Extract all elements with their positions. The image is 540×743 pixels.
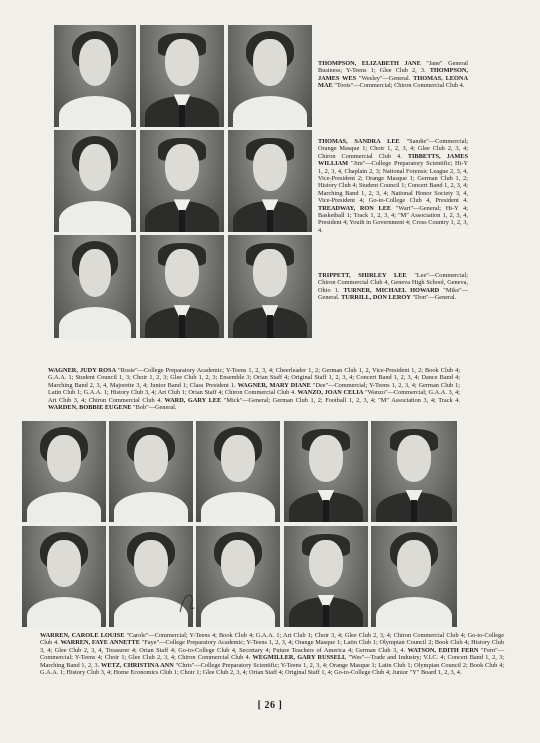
caption-block-thomas-tibbetts-treadway: THOMAS, SANDRA LEE "Sandie"—Commercial; Orange Masque 1; Choir 1, 2, 3, 4; Glee Club 2, 3, 4; Chiron Commercial Club 4. TIBBETTS, JAMES WILLIAM "Jim"—College Preparatory Scientific; Hi-Y 1, 2, 3, 4, Chaplain 2, 3; National Forensic League 2, 3, 4, Vice-President 2; Orange Masque 1; German Club 1, 2; History Club 4; Student Council 1; Concert Band 1, 2, 3, 4; Marching Band 1, 2, 3, 4; National Honor Society 3, 4, Vice-President 4; Go-to-College Club 4, President 4. TREADWAY, RON LEE "Wart"—General; Hi-Y 4; Basketball 1; Track 1, 2, 3, 4; "M" Association 1, 2, 3, 4, President 4; Youth in Government 4; Cross Country 1, 2, 3, 4.	[318, 138, 468, 234]
caption-block-warren-wetz: WARREN, CAROLE LOUISE "Carole"—Commercial; Y-Teens 4; Book Club 4; G.A.A. 1; Art Club 1; Choir 3, 4; Glee Club 2, 3, 4; Chiron Commercial Club 4; Go-to-College Club 4. WARREN, FAYE ANNETTE "Faye"—College Preparatory Academic; Y-Teens 1, 2, 3, 4; Orange Masque 1; Latin Club 1; Olympian Council 2; Book Club 4; History Club 3, 4; Glee Club 2, 3, 4, Treasurer 4; Orian Staff 4; Go-to-College Club 4, Secretary 4; Future Teachers of America 4; German Club 3, 4. WATSON, EDITH FERN "Fern"—Commercial; Y-Teens 4; Choir 1; Glee Club 2, 3, 4; Chiron Commercial Club 4. WEGMILLER, GARY RUSSELL "Wes"—Trade and Industry; V.I.C. 4; Concert Band 1, 2, 3; Marching Band 1, 2, 3. WETZ, CHRISTINA ANN "Chris"—College Preparatory Scientific; Y-Teens 1, 2, 3, 4; Orange Masque 1; Latin Club 1; Olympian Council 2; Book Club 4; G.A.A. 1; History Club 3, 4; Home Economics Club 1; Choir 1; Glee Club 2, 3, 4; Orian Staff 4; Original Staff 1, 4; Go-to-College Club 4; Junior "Y" Board 1, 2, 3, 4.	[40, 632, 505, 677]
student-name: TRIPPETT, SHIRLEY LEE	[318, 272, 407, 279]
student-name: WARREN, FAYE ANNETTE	[60, 639, 140, 647]
student-name: WARDEN, BOBBIE EUGENE	[48, 404, 132, 412]
student-name: WATSON, EDITH FERN	[407, 646, 479, 654]
caption-block-trippett-turner-turrill: TRIPPETT, SHIRLEY LEE "Lee"—Commercial; Chiron Commercial Club 4, Geneva High School, Geneva, Ohio 1. TURNER, MICHAEL HOWARD "Mike"—General. TURRILL, DON LEROY "Don"—General.	[318, 272, 468, 302]
student-name: WAGNER, JUDY ROSA	[48, 367, 117, 374]
portrait-treadway-ron	[228, 130, 312, 232]
portrait-thompson-elizabeth	[54, 25, 136, 127]
student-name: WARD, GARY LEE	[164, 396, 222, 404]
student-name: THOMAS, SANDRA LEE	[318, 138, 400, 145]
portrait-wagner-mary	[109, 421, 193, 522]
portrait-wagner-judy	[22, 421, 106, 522]
student-name: WAGNER, MARY DIANE	[237, 381, 311, 389]
student-name: WARREN, CAROLE LOUISE	[40, 632, 125, 639]
portrait-watson-edith	[196, 526, 280, 627]
student-name: TREADWAY, RON LEE	[318, 204, 392, 212]
portrait-warden-bobbie	[371, 421, 457, 522]
student-name: TURRILL, DON LEROY	[341, 294, 411, 302]
student-name: TURNER, MICHAEL HOWARD	[343, 286, 440, 294]
portrait-tibbetts-james	[140, 130, 224, 232]
student-name: THOMPSON, JAMES WES	[318, 67, 468, 82]
portrait-turner-michael	[140, 235, 224, 338]
portrait-ward-gary	[284, 421, 368, 522]
portrait-wanzo-joan	[196, 421, 280, 522]
page-number: [ 26 ]	[257, 700, 283, 711]
student-name: WETZ, CHRISTINA ANN	[101, 661, 174, 669]
caption-block-thompson-thomas: THOMPSON, ELIZABETH JANE "Jane" General Business; Y-Teens 1; Glee Club 2, 3. THOMPSON, JAMES WES "Wesley"—General. THOMAS, LEONA MAE "Toots"—Commercial; Chiron Commercial Club 4.	[318, 60, 468, 90]
portrait-wetz-christina	[371, 526, 457, 627]
caption-block-wagner-ward-warden: WAGNER, JUDY ROSA "Rosie"—College Preparatory Academic; Y-Teens 1, 2, 3, 4; Cheerleader 1, 2; German Club 1, 2, Vice-President 1, 2; Book Club 4; G.A.A. 1; Student Council 1, 3; Choir 1, 2, 3; Glee Club 1, 2, 3; Ensemble 3; Orian Staff 4; Original Staff 1, 2, 3, 4; Concert Band 1, 2, 3, 4; Dance Band 4; Marching Band 2, 3, 4, Majorette 3, 4; Junior Band 1; Class President 1. WAGNER, MARY DIANE "Dee"—Commercial; Y-Teens 1, 2, 3, 4; German Club 1; Latin Club 1; G.A.A. 1; History Club 3, 4; Art Club 1; Orian Staff 4; Chiron Commercial Club 4. WANZO, JOAN CELIA "Wanzo"—Commercial; G.A.A. 3, 4; Art Club 3, 4; Chiron Commercial Club 4. WARD, GARY LEE "Mick"—General; German Club 1, 2; Football 1, 2, 3, 4; "M" Association 3, 4; Track 4. WARDEN, BOBBIE EUGENE "Bob"—General.	[48, 367, 461, 412]
student-name: THOMPSON, ELIZABETH JANE	[318, 60, 421, 67]
portrait-turrill-don	[228, 235, 312, 338]
portrait-warren-faye	[109, 526, 193, 627]
portrait-wegmiller-gary	[284, 526, 368, 627]
student-name: TIBBETTS, JAMES WILLIAM	[318, 152, 468, 168]
portrait-warren-carole	[22, 526, 106, 627]
portrait-thomas-leona	[228, 25, 312, 127]
portrait-thompson-james	[140, 25, 224, 127]
student-name: THOMAS, LEONA MAE	[318, 74, 468, 90]
student-name: WEGMILLER, GARY RUSSELL	[252, 654, 347, 662]
student-name: WANZO, JOAN CELIA	[297, 389, 364, 397]
portrait-trippett-shirley	[54, 235, 136, 338]
portrait-thomas-sandra	[54, 130, 136, 232]
